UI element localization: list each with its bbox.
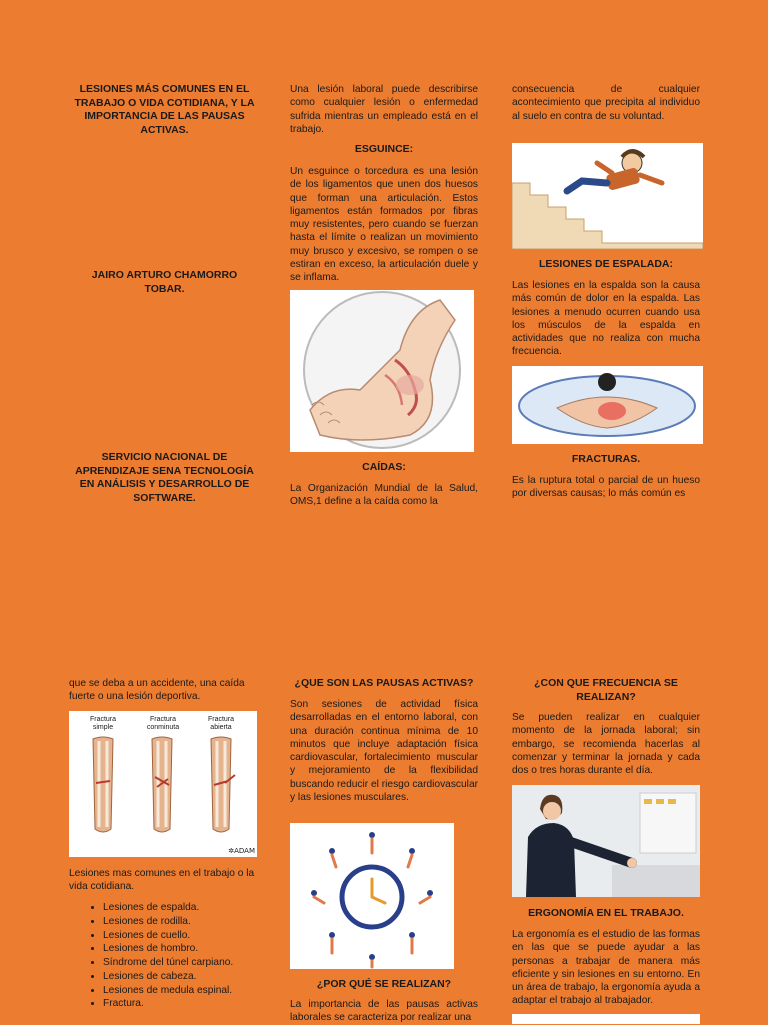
espalda-text: Las lesiones en la espalda son la causa más común de dolor en la espalda. Las lesiones a menudo ocurren cuando usa los músculos de la espalda en actividades que no realiza con mucha frecuencia. [512,280,700,358]
frecuencia-text: Se pueden realizar en cualquier momento de la jornada laboral; sin embargo, se recomienda hacerlas al comenzar y terminar la jornada y cada dos o tres horas durante el día. [512,712,700,776]
author-name: JAIRO ARTURO CHAMORRO TOBAR. [91,269,238,295]
pausas-text: Son sesiones de actividad física desarrolladas en el entorno laboral, con una duración continua mínima de 10 minutos que incluye adaptación física cardiovascular, fortalecimiento muscular y mejoramiento de la flexibilidad buscando reducir el riesgo cardiovascular y las lesiones musculares. [290,699,479,803]
esguince-heading: ESGUINCE: [354,143,414,155]
office-stretch-image [512,785,700,897]
fracture-label-comminuted: Fractura conminuta [146,716,180,731]
injury-list [69,901,259,1011]
list-item: • Síndrome del túnel carpiano. [103,956,259,970]
fracture-label-simple: Fractura simple [89,716,117,731]
fracture-types-image [69,711,257,857]
list-item: • Lesiones de rodilla. [103,915,259,929]
intro-text: Una lesión laboral puede describirse como cualquier lesión o enfermedad sufrida mientras un empleado está en el trabajo. [290,84,478,135]
frecuencia-heading: ¿CON QUE FRECUENCIA SE REALIZAN? [534,677,678,703]
list-item: • Fractura. [103,997,259,1011]
list-item: • Lesiones de cuello. [103,929,259,943]
ergonomics-image-partial [512,1014,700,1024]
back-pain-image [512,366,703,444]
ergonomia-heading: ERGONOMÍA EN EL TRABAJO. [528,907,684,919]
fall-stairs-image [512,143,703,249]
fracturas-heading: FRACTURAS. [571,453,641,465]
ergonomia-text: La ergonomía es el estudio de las formas en las que se puede ayudar a las personas a trabajar de manera más eficiente y sin lesiones en su entorno. En un área de trabajo, la ergonomía ayuda a adaptar el trabajo al trabajador. [512,929,700,1007]
pausas-heading: ¿QUE SON LAS PAUSAS ACTIVAS? [294,677,474,689]
fracturas-continued-text: que se deba a un accidente, una caída fuerte o una lesión deportiva. [69,678,245,703]
adam-logo: ✲ADAM [228,846,255,855]
active-breaks-clock-image [290,823,454,969]
caidas-continued-text: consecuencia de cualquier acontecimiento que precipita al individuo al suelo en contra de su voluntad. [512,84,700,122]
porque-heading: ¿POR QUÉ SE REALIZAN? [316,978,452,990]
espalda-heading: LESIONES DE ESPALADA: [539,258,673,270]
fracture-label-open: Fractura abierta [207,716,235,731]
fracturas-text: Es la ruptura total o parcial de un hueso por diversas causas; lo más común es [512,475,700,500]
list-item: • Lesiones de hombro. [103,942,259,956]
list-intro: Lesiones mas comunes en el trabajo o la vida cotidiana. [69,868,255,893]
list-item: • Lesiones de espalda. [103,901,259,915]
ankle-sprain-image [290,290,474,452]
list-item: • Lesiones de medula espinal. [103,984,259,998]
caidas-heading: CAÍDAS: [362,461,406,473]
list-item: • Lesiones de cabeza. [103,970,259,984]
caidas-text: La Organización Mundial de la Salud, OMS,1 define a la caída como la [290,483,478,508]
institution-name: SERVICIO NACIONAL DE APRENDIZAJE SENA TECNOLOGÍA EN ANÁLISIS Y DESARROLLO DE SOFTWARE. [75,451,254,504]
esguince-text: Un esguince o torcedura es una lesión de los ligamentos que unen dos huesos que forman una articulación. Estos ligamentos están formados por fibras muy resistentes, pero cuando se fuerzan hasta el límite o realizan un movimiento muy brusco y excesivo, se rompen o se estiran en exceso, la articulación duele y se inflama. [290,166,478,283]
porque-text: La importancia de las pausas activas laborales se caracteriza por realizar una [290,999,478,1024]
brochure-title: LESIONES MÁS COMUNES EN EL TRABAJO O VIDA COTIDIANA, Y LA IMPORTANCIA DE LAS PAUSAS ACTIVAS. [74,83,255,136]
